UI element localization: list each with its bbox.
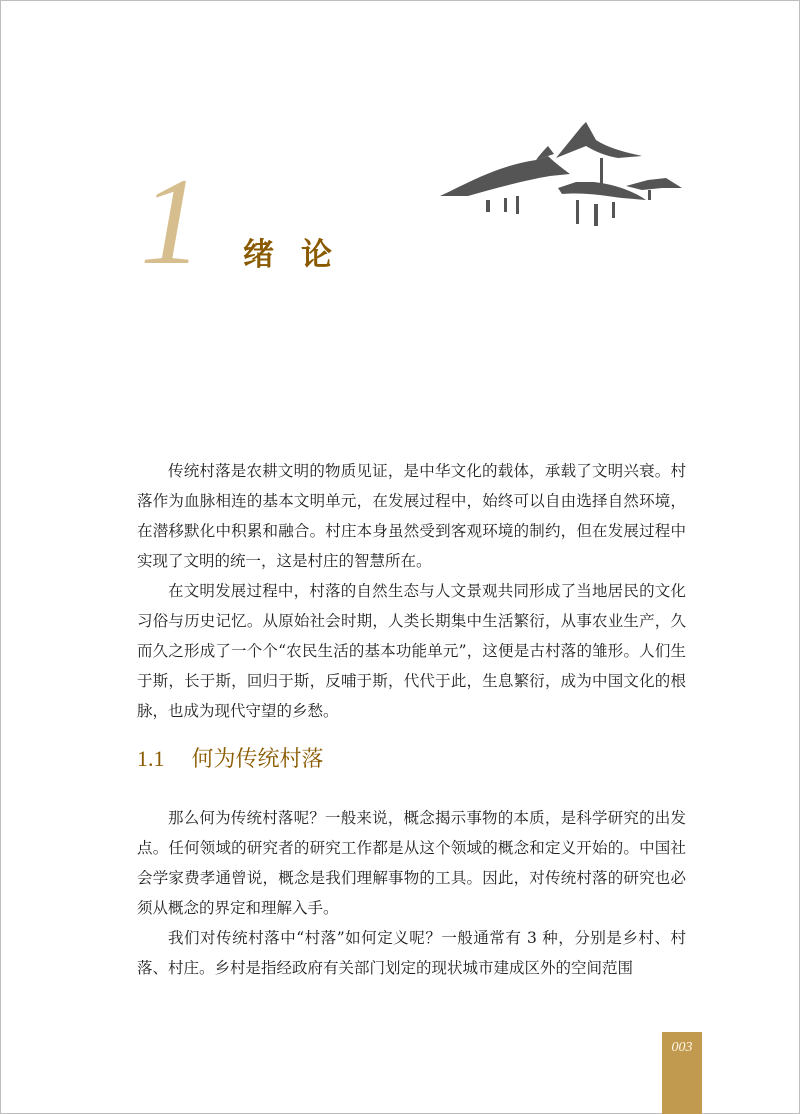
intro-text <box>137 456 686 726</box>
section-heading <box>137 742 324 777</box>
intro-paragraph: 传统村落是农耕文明的物质见证，是中华文化的载体，承载了文明兴衰。村落作为血脉相连的基本文明单元，在发展过程中，始终可以自由选择自然环境，在潜移默化中积累和融合。村庄本身虽然受到客观环境的制约，但在发展过程中实现了文明的统一，这是村庄的智慧所在。 <box>137 462 686 570</box>
page-number-tab <box>662 1032 702 1114</box>
chapter-title: 绪论 <box>243 237 359 273</box>
section-number: 1.1 <box>137 746 165 771</box>
section-paragraph: 那么何为传统村落呢？一般来说，概念揭示事物的本质，是科学研究的出发点。任何领域的研究者的研究工作都是从这个领域的概念和定义开始的。中国社会学家费孝通曾说，概念是我们理解事物的工具。因此，对传统村落的研究也必须从概念的界定和理解入手。 <box>137 809 686 917</box>
intro-paragraph: 在文明发展过程中，村落的自然生态与人文景观共同形成了当地居民的文化习俗与历史记忆。从原始社会时期，人类长期集中生活繁衍，从事农业生产，久而久之形成了一个个“农民生活的基本功能单元”，这便是古村落的雏形。人们生于斯，长于斯，回归于斯，反哺于斯，代代于此，生息繁衍，成为中国文化的根脉，也成为现代守望的乡愁。 <box>137 582 686 720</box>
ink-village-houses-icon <box>436 118 688 238</box>
chapter-number: 1 <box>140 153 202 290</box>
section-paragraph: 我们对传统村落中“村落”如何定义呢？一般通常有 3 种，分别是乡村、村落、村庄。乡村是指经政府有关部门划定的现状城市建成区外的空间范围 <box>137 929 686 977</box>
section-title: 何为传统村落 <box>191 747 324 772</box>
page-number: 003 <box>671 1040 693 1055</box>
section-text <box>137 803 686 983</box>
